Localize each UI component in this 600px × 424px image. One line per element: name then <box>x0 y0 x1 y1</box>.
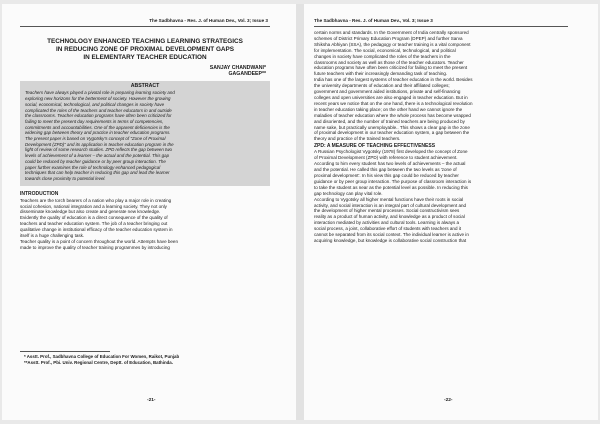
running-head: The Sadbhavna - Res. J. of Human Dev., Vol. 3; Issue 3 <box>149 18 268 23</box>
text-line: for implementation. The social, economical, technological, and political <box>314 47 456 53</box>
text-line: made to improve the quality of teacher training programmes by introducing <box>20 244 170 250</box>
abstract-line: the classrooms. Teacher education programs have often been criticized for <box>25 113 172 119</box>
footnote: **Asstt. Prof., Pbi. Univ. Regional Centre, Deptt. of Education, Bathinda. <box>24 360 173 366</box>
text-line: Teachers are the torch bearers of a nation who play a major role in creating <box>20 197 172 203</box>
abstract-heading: ABSTRACT <box>130 83 160 90</box>
footnotes <box>24 354 270 366</box>
zpd-heading: ZPD: A MEASURE OF TEACHING EFFECTIVENESS <box>314 143 436 150</box>
text-line: gap technology can play vital role. <box>314 190 383 196</box>
text-line: itself is a huge challenging task. <box>20 233 85 239</box>
text-line: of Proximal Development (ZPD) with reference to student achievement. <box>314 155 458 161</box>
introduction-paragraph <box>20 198 270 239</box>
page-number: -21- <box>147 398 156 403</box>
running-head: The Sadbhavna - Res. J. of Human Dev., Vol. 3; Issue 3 <box>314 18 433 23</box>
left-column <box>20 30 270 251</box>
text-line: the university departments of education and their affiliated colleges; <box>314 83 450 89</box>
text-line: disseminate knowledge but also create and generate new knowledge. <box>20 209 161 215</box>
abstract-line: Development (ZPD)" and its application in teacher education program in the <box>25 141 174 147</box>
text-line: the development of higher mental processes. Social constructivism sees <box>314 208 460 214</box>
body-paragraph <box>314 30 568 77</box>
text-line: reality as a product of human activity, and knowledge as a product of social <box>314 214 465 220</box>
text-line: According to him every student has two levels of achievements – the actual <box>314 161 466 167</box>
text-line: schemes of District Primary Education Program (DPEP) and further Sarva <box>314 35 463 41</box>
text-line: classrooms and society as well as those of the teacher educators. Teacher <box>314 59 464 65</box>
text-line: changes in society have complicated the roles of the teachers in the <box>314 53 451 59</box>
title-line: TECHNOLOGY ENHANCED TEACHING LEARNING STRATEGICS <box>47 38 243 45</box>
text-line: government and government aided institutions, private and self-financing <box>314 89 461 95</box>
right-page <box>304 4 598 420</box>
text-line: and disoriented, and the number of trained teachers are being produced by <box>314 118 465 124</box>
title-line: IN ELEMENTARY TEACHER EDUCATION <box>83 54 207 61</box>
abstract-line: Teachers have always played a pivotal role in preparing learning society and <box>25 90 175 96</box>
abstract-line: complicated the roles of the teachers and teacher educators in and outside <box>25 107 172 113</box>
text-line: education programs have often been criticized for failing to meet the present <box>314 65 468 71</box>
footnote-rule <box>20 351 110 352</box>
page-number: -22- <box>444 398 453 403</box>
text-line: cannot be separated from its social context. The individual learner is active in <box>314 232 469 238</box>
authors <box>20 65 266 77</box>
author-name: GAGANDEEP** <box>228 71 266 78</box>
abstract-line: towards close proximity to potential level. <box>25 175 106 181</box>
page-gutter <box>296 4 304 420</box>
text-line: maladies of teacher education where the whole process has become wrapped <box>314 112 471 118</box>
text-line: India has one of the largest systems of teacher education in the world. Besides <box>314 77 473 83</box>
text-line: interaction mediated by activities and cultural tools. Learning is always a <box>314 220 460 226</box>
text-line: guidance or by peer group interaction. The purpose of classroom interaction is <box>314 178 472 184</box>
abstract-line: techniques that can help teacher in reducing this gap and lead the learner <box>25 170 170 176</box>
footnote: * Asstt. Prof., Sadbhavna College of Education For Women, Raikot, Punjab <box>24 354 180 359</box>
author-name: SANJAY CHANDWANI* <box>209 65 266 71</box>
abstract-line: The present paper is based on Vygotsky's concept of "Zone of Proximal <box>25 136 166 142</box>
abstract-box <box>20 81 270 185</box>
abstract-line: failing to meet the present day requirements in terms of competencies, <box>25 118 164 124</box>
header-rule <box>314 26 568 27</box>
text-line: qualitative change in institutional efficacy of the teacher education system in <box>20 227 173 233</box>
text-line: certain norms and standards. In the Government of India centrally sponsored <box>314 30 469 35</box>
introduction-paragraph <box>20 239 270 251</box>
text-line: Shiksha Abhiyan (SSA), the pedagogy or teacher training is a vital component <box>314 41 471 47</box>
text-line: recent years we notice that on the one hand, there is a technological revolution <box>314 100 473 106</box>
text-line: A Russian Psychologist Vygotsky (1978) first developed the concept of Zone <box>314 149 468 155</box>
abstract-line: exploring new horizons for the betterment of society. However the growing <box>25 96 171 102</box>
abstract-line: social, economical, technological, and political changes in society have <box>25 101 165 107</box>
right-column <box>314 30 568 244</box>
abstract-line: could be reduced by teacher guidance or by peer group interaction. The <box>25 158 166 164</box>
left-page <box>2 4 296 420</box>
abstract-line: paper further examines the role of technology enhanced pedagogical <box>25 164 161 170</box>
introduction-heading: INTRODUCTION <box>20 190 59 197</box>
text-line: social cohesion, national integration and a learning society. They not only <box>20 203 167 209</box>
title-line: IN REDUCING ZONE OF PROXIMAL DEVELOPMENT GAPS <box>55 46 235 53</box>
abstract-line: light of review of some research studies. ZPD reflects the gap between two <box>25 147 173 153</box>
text-line: acquiring knowledge, but knowledge is collaborative social construction that <box>314 238 467 244</box>
text-line: colleges and open universities are also engaged in teacher education. But in <box>314 94 468 100</box>
body-paragraph <box>314 197 568 244</box>
abstract-body <box>25 90 265 181</box>
body-paragraph <box>314 149 568 196</box>
text-line: According to Vygotsky all higher mental functions have their roots in social <box>314 196 464 202</box>
text-line: Teacher quality is a point of concern throughout the world. Attempts have been <box>20 239 178 244</box>
text-line: future teachers with their increasingly demanding task of teaching. <box>314 71 448 77</box>
text-line: activity, and social interaction is an integral part of cultural development and <box>314 202 467 208</box>
text-line: and the potential. He called this gap between the two levels as 'zone of <box>314 167 457 173</box>
abstract-line: levels of achievement of a learner – the actual and the potential. This gap <box>25 153 170 159</box>
text-line: proximal development'. In his view this gap could be reduced by teacher <box>314 173 459 179</box>
text-line: teachers and teacher education system. The job of a teacher bringing out <box>20 221 168 227</box>
text-line: name sake, but practically unemployable.. This shows a clear gap in the zone <box>314 124 470 130</box>
text-line: to take the student as near as the potential level as possible. In reducing this <box>314 184 468 190</box>
text-line: social process, a joint, collaborative effort of students with teachers and it <box>314 226 462 232</box>
abstract-line: widening gap between theory and practice in teacher education programs. <box>25 130 171 136</box>
abstract-line: commitments and accountabilities. One of the apparent deficiencies is the <box>25 124 170 130</box>
text-line: of proximal development in our teacher education system, a gap between the <box>314 130 470 136</box>
text-line: Evidently the quality of education is a direct consequence of the quality of <box>20 215 168 221</box>
body-paragraph <box>314 77 568 142</box>
text-line: theory and practice of the trained teachers. <box>314 136 401 142</box>
text-line: in teacher education taking place; on the other hand we cannot ignore the <box>314 106 463 112</box>
article-title <box>20 38 270 62</box>
header-rule <box>20 26 270 27</box>
